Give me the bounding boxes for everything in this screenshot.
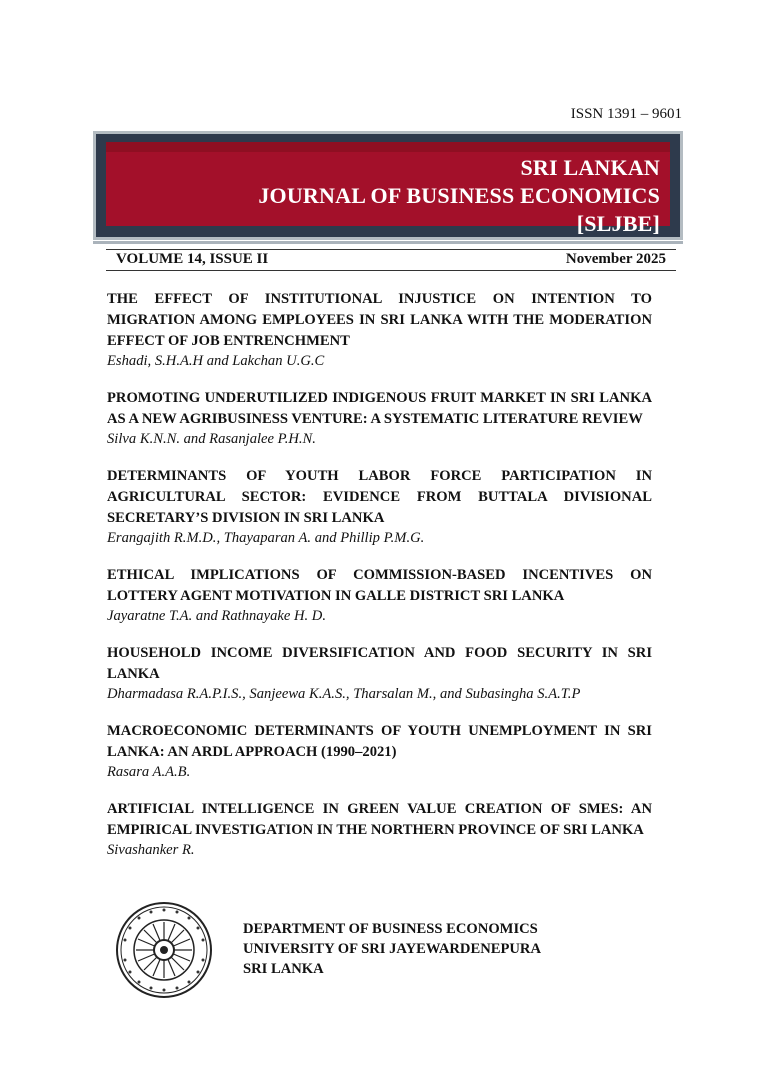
university-seal: [106, 898, 221, 1001]
department-block: [243, 919, 541, 979]
article-authors: Jayaratne T.A. and Rathnayake H. D.: [107, 608, 326, 624]
article-2: [107, 388, 652, 448]
article-1: [107, 289, 652, 370]
university-seal-icon: [114, 900, 214, 1000]
article-authors: Silva K.N.N. and Rasanjalee P.H.N.: [107, 431, 316, 447]
journal-title-line2: JOURNAL OF BUSINESS ECONOMICS: [258, 183, 660, 208]
article-title: THE EFFECT OF INSTITUTIONAL INJUSTICE ON INTENTION TO MIGRATION AMONG EMPLOYEES IN SRI LANKA WITH THE MODERATION EFFECT OF JOB ENTRENCHMENT: [107, 291, 652, 349]
article-authors: Erangajith R.M.D., Thayaparan A. and Phillip P.M.G.: [107, 530, 425, 546]
article-6: [107, 721, 652, 781]
article-title: ARTIFICIAL INTELLIGENCE IN GREEN VALUE CREATION OF SMES: AN EMPIRICAL INVESTIGATION IN THE NORTHERN PROVINCE OF SRI LANKA: [107, 801, 652, 838]
article-3: [107, 466, 652, 547]
issue-date: November 2025: [565, 251, 666, 267]
banner-title-panel: [106, 142, 670, 236]
article-authors: Rasara A.A.B.: [107, 764, 191, 780]
issn-number: ISSN 1391 – 9601: [570, 106, 682, 122]
article-authors: Eshadi, S.H.A.H and Lakchan U.G.C: [107, 353, 325, 369]
journal-title: [258, 154, 660, 238]
article-title: DETERMINANTS OF YOUTH LABOR FORCE PARTICIPATION IN AGRICULTURAL SECTOR: EVIDENCE FROM BUTTALA DIVISIONAL SECRETARY’S DIVISION IN SRI LANKA: [107, 468, 652, 526]
article-5: [107, 643, 652, 703]
journal-banner: [93, 131, 683, 240]
university-name: UNIVERSITY OF SRI JAYEWARDENEPURA: [243, 941, 542, 957]
article-authors: Sivashanker R.: [107, 842, 195, 858]
issue-bar: [106, 249, 676, 271]
article-title: ETHICAL IMPLICATIONS OF COMMISSION-BASED INCENTIVES ON LOTTERY AGENT MOTIVATION IN GALLE DISTRICT SRI LANKA: [107, 567, 652, 604]
article-title: PROMOTING UNDERUTILIZED INDIGENOUS FRUIT MARKET IN SRI LANKA AS A NEW AGRIBUSINESS VENTURE: A SYSTEMATIC LITERATURE REVIEW: [107, 390, 652, 427]
article-title: HOUSEHOLD INCOME DIVERSIFICATION AND FOOD SECURITY IN SRI LANKA: [107, 645, 652, 682]
article-list: [107, 289, 652, 877]
banner-frame: [96, 134, 680, 237]
department-name: DEPARTMENT OF BUSINESS ECONOMICS: [243, 921, 538, 937]
country-name: SRI LANKA: [243, 961, 324, 977]
volume-issue: VOLUME 14, ISSUE II: [116, 251, 269, 267]
article-7: [107, 799, 652, 859]
journal-abbreviation: [SLJBE]: [576, 211, 660, 236]
article-4: [107, 565, 652, 625]
banner-underline: [93, 241, 683, 244]
journal-title-line1: SRI LANKAN: [520, 155, 660, 180]
article-authors: Dharmadasa R.A.P.I.S., Sanjeewa K.A.S., Tharsalan M., and Subasingha S.A.T.P: [107, 686, 581, 702]
article-title: MACROECONOMIC DETERMINANTS OF YOUTH UNEMPLOYMENT IN SRI LANKA: AN ARDL APPROACH (1990–2021): [107, 723, 652, 760]
